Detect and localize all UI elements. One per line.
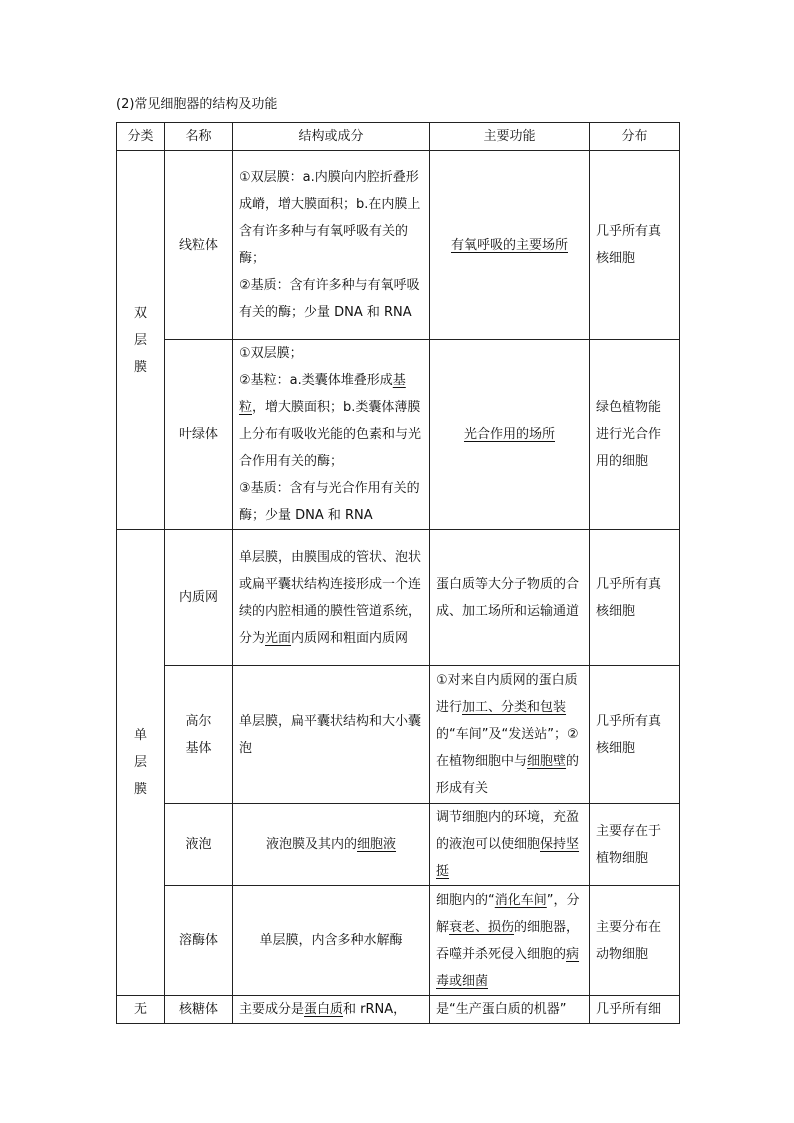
distribution-cell: 主要存在于植物细胞 (590, 804, 680, 886)
distribution-cell: 几乎所有真核细胞 (590, 530, 680, 666)
structure-cell: ①双层膜：a.内膜向内腔折叠形成嵴，增大膜面积；b.在内膜上含有许多种与有氧呼吸有关的酶； ②基质：含有许多种与有氧呼吸有关的酶；少量 DNA 和 RNA (233, 151, 430, 340)
distribution-cell: 几乎所有真核细胞 (590, 666, 680, 804)
organelle-name: 内质网 (165, 530, 233, 666)
distribution-cell: 几乎所有真核细胞 (590, 151, 680, 340)
function-cell (430, 151, 590, 340)
function-cell: 蛋白质等大分子物质的合成、加工场所和运输通道 (430, 530, 590, 666)
structure-cell: 单层膜，扁平囊状结构和大小囊泡 (233, 666, 430, 804)
function-answer: 衰老、损伤 (449, 919, 515, 935)
function-answer: 保持坚挺 (436, 837, 580, 879)
group-double-membrane: 双 层 膜 (117, 151, 165, 530)
function-answer: 消化车间 (494, 892, 547, 908)
structure-cell: 单层膜，内含多种水解酶 (233, 886, 430, 996)
structure-answer: 光面 (265, 630, 292, 646)
function-cell: 调节细胞内的环境，充盈的液泡可以使细胞保持坚挺 (430, 804, 590, 886)
header-name: 名称 (165, 123, 233, 151)
structure-answer: 细胞液 (357, 837, 397, 852)
structure-cell: 单层膜，由膜围成的管状、泡状或扁平囊状结构连接形成一个连续的内腔相通的膜性管道系统，分为光面内质网和粗面内质网 (233, 530, 430, 666)
function-answer: 细胞壁 (527, 754, 567, 769)
table-row (117, 886, 680, 996)
table-row (117, 151, 680, 340)
organelle-name: 高尔 基体 (165, 666, 233, 804)
structure-answer: 基粒 (239, 373, 406, 415)
organelle-name: 叶绿体 (165, 340, 233, 530)
group-single-membrane: 单 层 膜 (117, 530, 165, 996)
function-cell (430, 340, 590, 530)
table-row (117, 666, 680, 804)
table-row (117, 530, 680, 666)
header-distribution: 分布 (590, 123, 680, 151)
structure-answer: 蛋白质 (304, 1002, 344, 1017)
function-answer: 有氧呼吸的主要场所 (450, 237, 568, 253)
function-answer: 光合作用的场所 (463, 427, 555, 442)
structure-cell: ①双层膜； ②基粒：a.类囊体堆叠形成基粒，增大膜面积；b.类囊体薄膜上分布有吸收光能的色素和与光合作用有关的酶； ③基质：含有与光合作用有关的酶；少量 DNA 和 RNA (233, 340, 430, 530)
distribution-cell: 几乎所有细 (590, 996, 680, 1024)
header-category: 分类 (117, 123, 165, 151)
group-no-membrane: 无 (117, 996, 165, 1024)
table-row (117, 996, 680, 1024)
function-cell: ①对来自内质网的蛋白质进行加工、分类和包装的“车间”及“发送站”；②在植物细胞中与细胞壁的形成有关 (430, 666, 590, 804)
function-answer: 病毒或细菌 (436, 946, 580, 989)
section-heading: (2)常见细胞器的结构及功能 (116, 97, 278, 112)
structure-cell: 液泡膜及其内的细胞液 (233, 804, 430, 886)
distribution-cell: 主要分布在动物细胞 (590, 886, 680, 996)
organelle-name: 线粒体 (165, 151, 233, 340)
function-answer: 加工、分类和包装 (462, 700, 567, 715)
organelle-name: 溶酶体 (165, 886, 233, 996)
table-header-row (117, 123, 680, 151)
structure-cell: 主要成分是蛋白质和 rRNA， (233, 996, 430, 1024)
table-row (117, 340, 680, 530)
distribution-cell: 绿色植物能进行光合作用的细胞 (590, 340, 680, 530)
function-cell: 细胞内的“消化车间”，分解衰老、损伤的细胞器，吞噬并杀死侵入细胞的病毒或细菌 (430, 886, 590, 996)
header-structure: 结构或成分 (233, 123, 430, 151)
organelle-name: 核糖体 (165, 996, 233, 1024)
organelle-name: 液泡 (165, 804, 233, 886)
organelle-table (116, 122, 680, 1024)
header-function: 主要功能 (430, 123, 590, 151)
table-row (117, 804, 680, 886)
function-cell: 是“生产蛋白质的机器” (430, 996, 590, 1024)
